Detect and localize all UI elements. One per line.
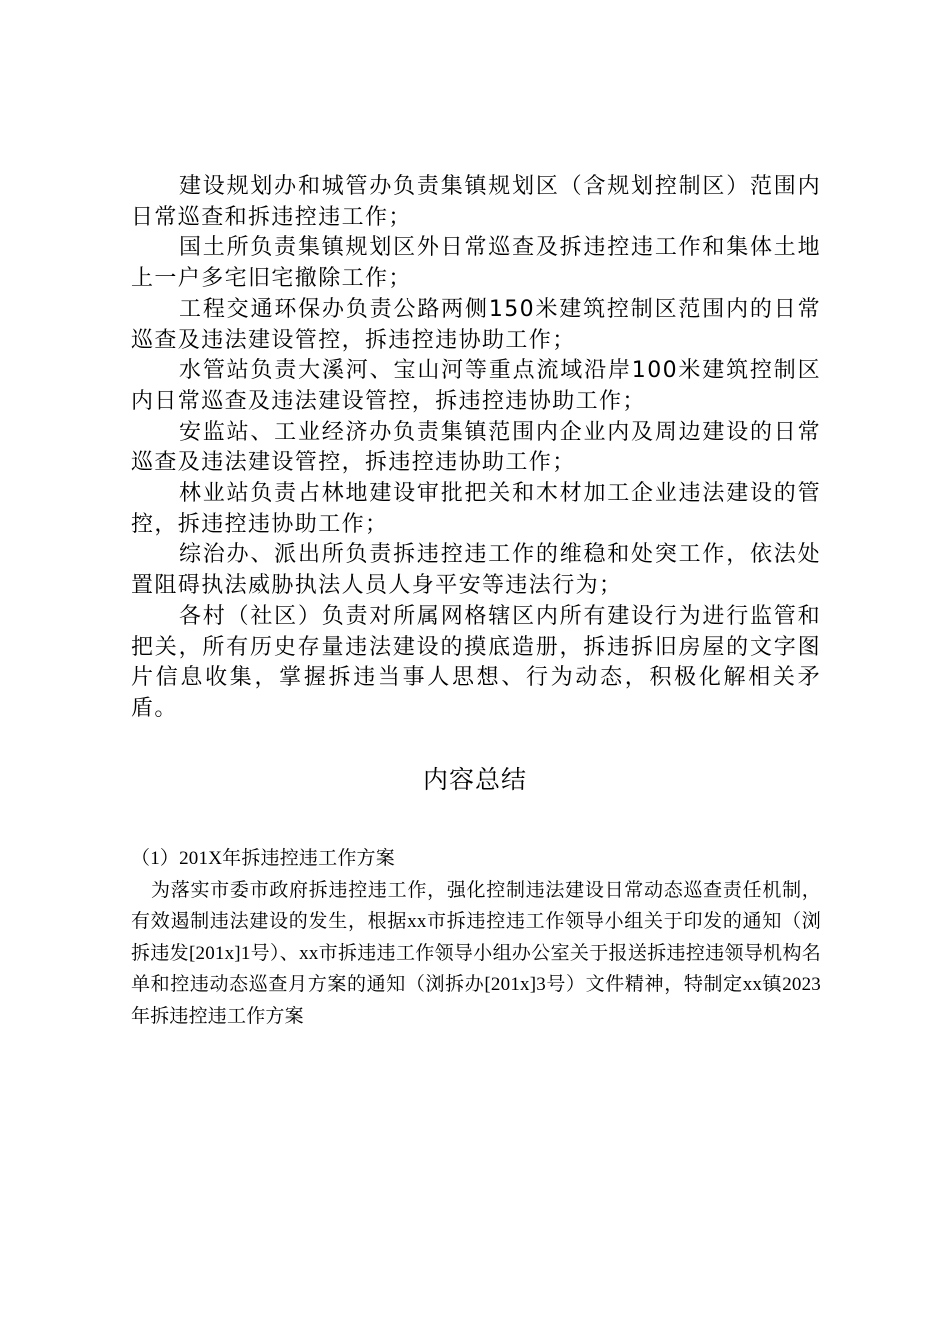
duties-section [131, 172, 821, 725]
duty-paragraph: 安监站、工业经济办负责集镇范围内企业内及周边建设的日常巡查及违法建设管控，拆违控违协助工作； [131, 419, 821, 476]
duty-paragraph: 工程交通环保办负责公路两侧150米建筑控制区范围内的日常巡查及违法建设管控，拆违控违协助工作； [131, 296, 821, 353]
summary-section [131, 843, 821, 1032]
duty-paragraph: 林业站负责占林地建设审批把关和木材加工企业违法建设的管控，拆违控违协助工作； [131, 481, 821, 537]
duty-paragraph: 建设规划办和城管办负责集镇规划区（含规划控制区）范围内日常巡查和拆违控违工作； [131, 174, 821, 230]
summary-heading: （1）201X年拆违控违工作方案 [131, 848, 395, 869]
duty-paragraph: 水管站负责大溪河、宝山河等重点流域沿岸100米建筑控制区内日常巡查及违法建设管控，拆违控违协助工作； [131, 358, 821, 414]
summary-title: 内容总结 [422, 765, 527, 794]
summary-body: 为落实市委市政府拆违控违工作，强化控制违法建设日常动态巡查责任机制，有效遏制违法建设的发生，根据xx市拆违控违工作领导小组关于印发的通知（浏拆违发[201x]1号）、xx市拆违违工作领导小组办公室关于报送拆违控违领导机构名单和控违动态巡查月方案的通知（浏拆办[201x]3号）文件精神，特制定xx镇2023年拆违控违工作方案 [131, 879, 821, 1027]
duty-paragraph: 国土所负责集镇规划区外日常巡查及拆违控违工作和集体土地上一户多宅旧宅撤除工作； [131, 235, 821, 292]
duty-paragraph: 综治办、派出所负责拆违控违工作的维稳和处突工作，依法处置阻碍执法威胁执法人员人身平安等违法行为； [131, 542, 821, 599]
duty-paragraph: 各村（社区）负责对所属网格辖区内所有建设行为进行监管和把关，所有历史存量违法建设的摸底造册，拆违拆旧房屋的文字图片信息收集，掌握拆违当事人思想、行为动态，积极化解相关矛盾。 [131, 603, 821, 721]
